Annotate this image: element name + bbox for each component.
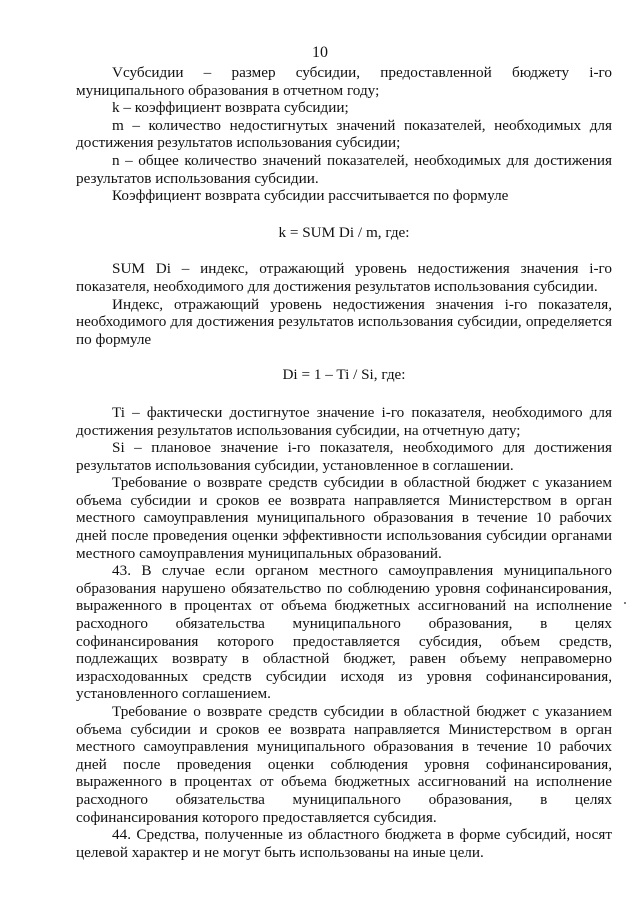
paragraph-coefficient-intro: Коэффициент возврата субсидии рассчитывается по формуле	[112, 187, 509, 205]
paragraph-return-requirement-2: Требование о возврате средств субсидии в областной бюджет с указанием объема субсидии и сроков ее возврата направляется Министерством в орган местного самоуправления муниципального образования в течение 10 рабочих дней после проведения оценки соблюдения уровня софинансирования, выраженного в процентах от объема бюджетных ассигнований на исполнение расходного обязательства муниципального образования, в целях софинансирования которого предоставляется субсидия.	[76, 703, 612, 826]
page-number: 10	[312, 44, 328, 61]
paragraph-clause-44: 44. Средства, полученные из областного бюджета в форме субсидий, носят целевой характер и не могут быть использованы на иные цели.	[76, 826, 612, 861]
formula-k: k = SUM Di / m, где:	[278, 223, 410, 241]
paragraph-clause-43: 43. В случае если органом местного самоуправления муниципального образования нарушено обязательство по соблюдению уровня софинансирования, выраженного в процентах от объема бюджетных ассигнований на исполнение расходного обязательства муниципального образования, в целях софинансирования которого предоставляется субсидия, объем средств, подлежащих возврату в областной бюджет, равен объему неправомерно израсходованных средств субсидии исходя из уровня софинансирования, установленного соглашением.	[76, 562, 612, 703]
document-body	[76, 64, 612, 861]
paragraph-return-requirement-1: Требование о возврате средств субсидии в областной бюджет с указанием объема субсидии и сроков ее возврата направляется Министерством в орган местного самоуправления муниципального образования в течение 10 рабочих дней после проведения оценки эффективности использования субсидии органами местного самоуправления муниципальных образований.	[76, 474, 612, 562]
paragraph-si-definition: Si – плановое значение i-го показателя, необходимого для достижения результатов использования субсидии, установленное в соглашении.	[76, 439, 612, 474]
paragraph-n-definition: n – общее количество значений показателей, необходимых для достижения результатов использования субсидии.	[76, 151, 612, 187]
formula-di: Di = 1 – Ti / Si, где:	[282, 366, 406, 384]
paragraph-ti-definition: Ti – фактически достигнутое значение i-го показателя, необходимого для достижения результатов использования субсидии, на отчетную дату;	[76, 403, 612, 439]
scan-speck	[624, 602, 626, 604]
paragraph-vsubsidy-definition: Vсубсидии – размер субсидии, предоставленной бюджету i-го муниципального образования в отчетном году;	[76, 64, 612, 99]
paragraph-m-definition: m – количество недостигнутых значений показателей, необходимых для достижения результатов использования субсидии;	[76, 116, 612, 152]
paragraph-k-definition: k – коэффициент возврата субсидии;	[112, 99, 349, 117]
paragraph-sum-di-definition: SUM Di – индекс, отражающий уровень недостижения значения i-го показателя, необходимого для достижения результатов использования субсидии.	[76, 260, 612, 295]
paragraph-index-intro: Индекс, отражающий уровень недостижения значения i-го показателя, необходимого для достижения результатов использования субсидии, определяется по формуле	[76, 295, 612, 348]
